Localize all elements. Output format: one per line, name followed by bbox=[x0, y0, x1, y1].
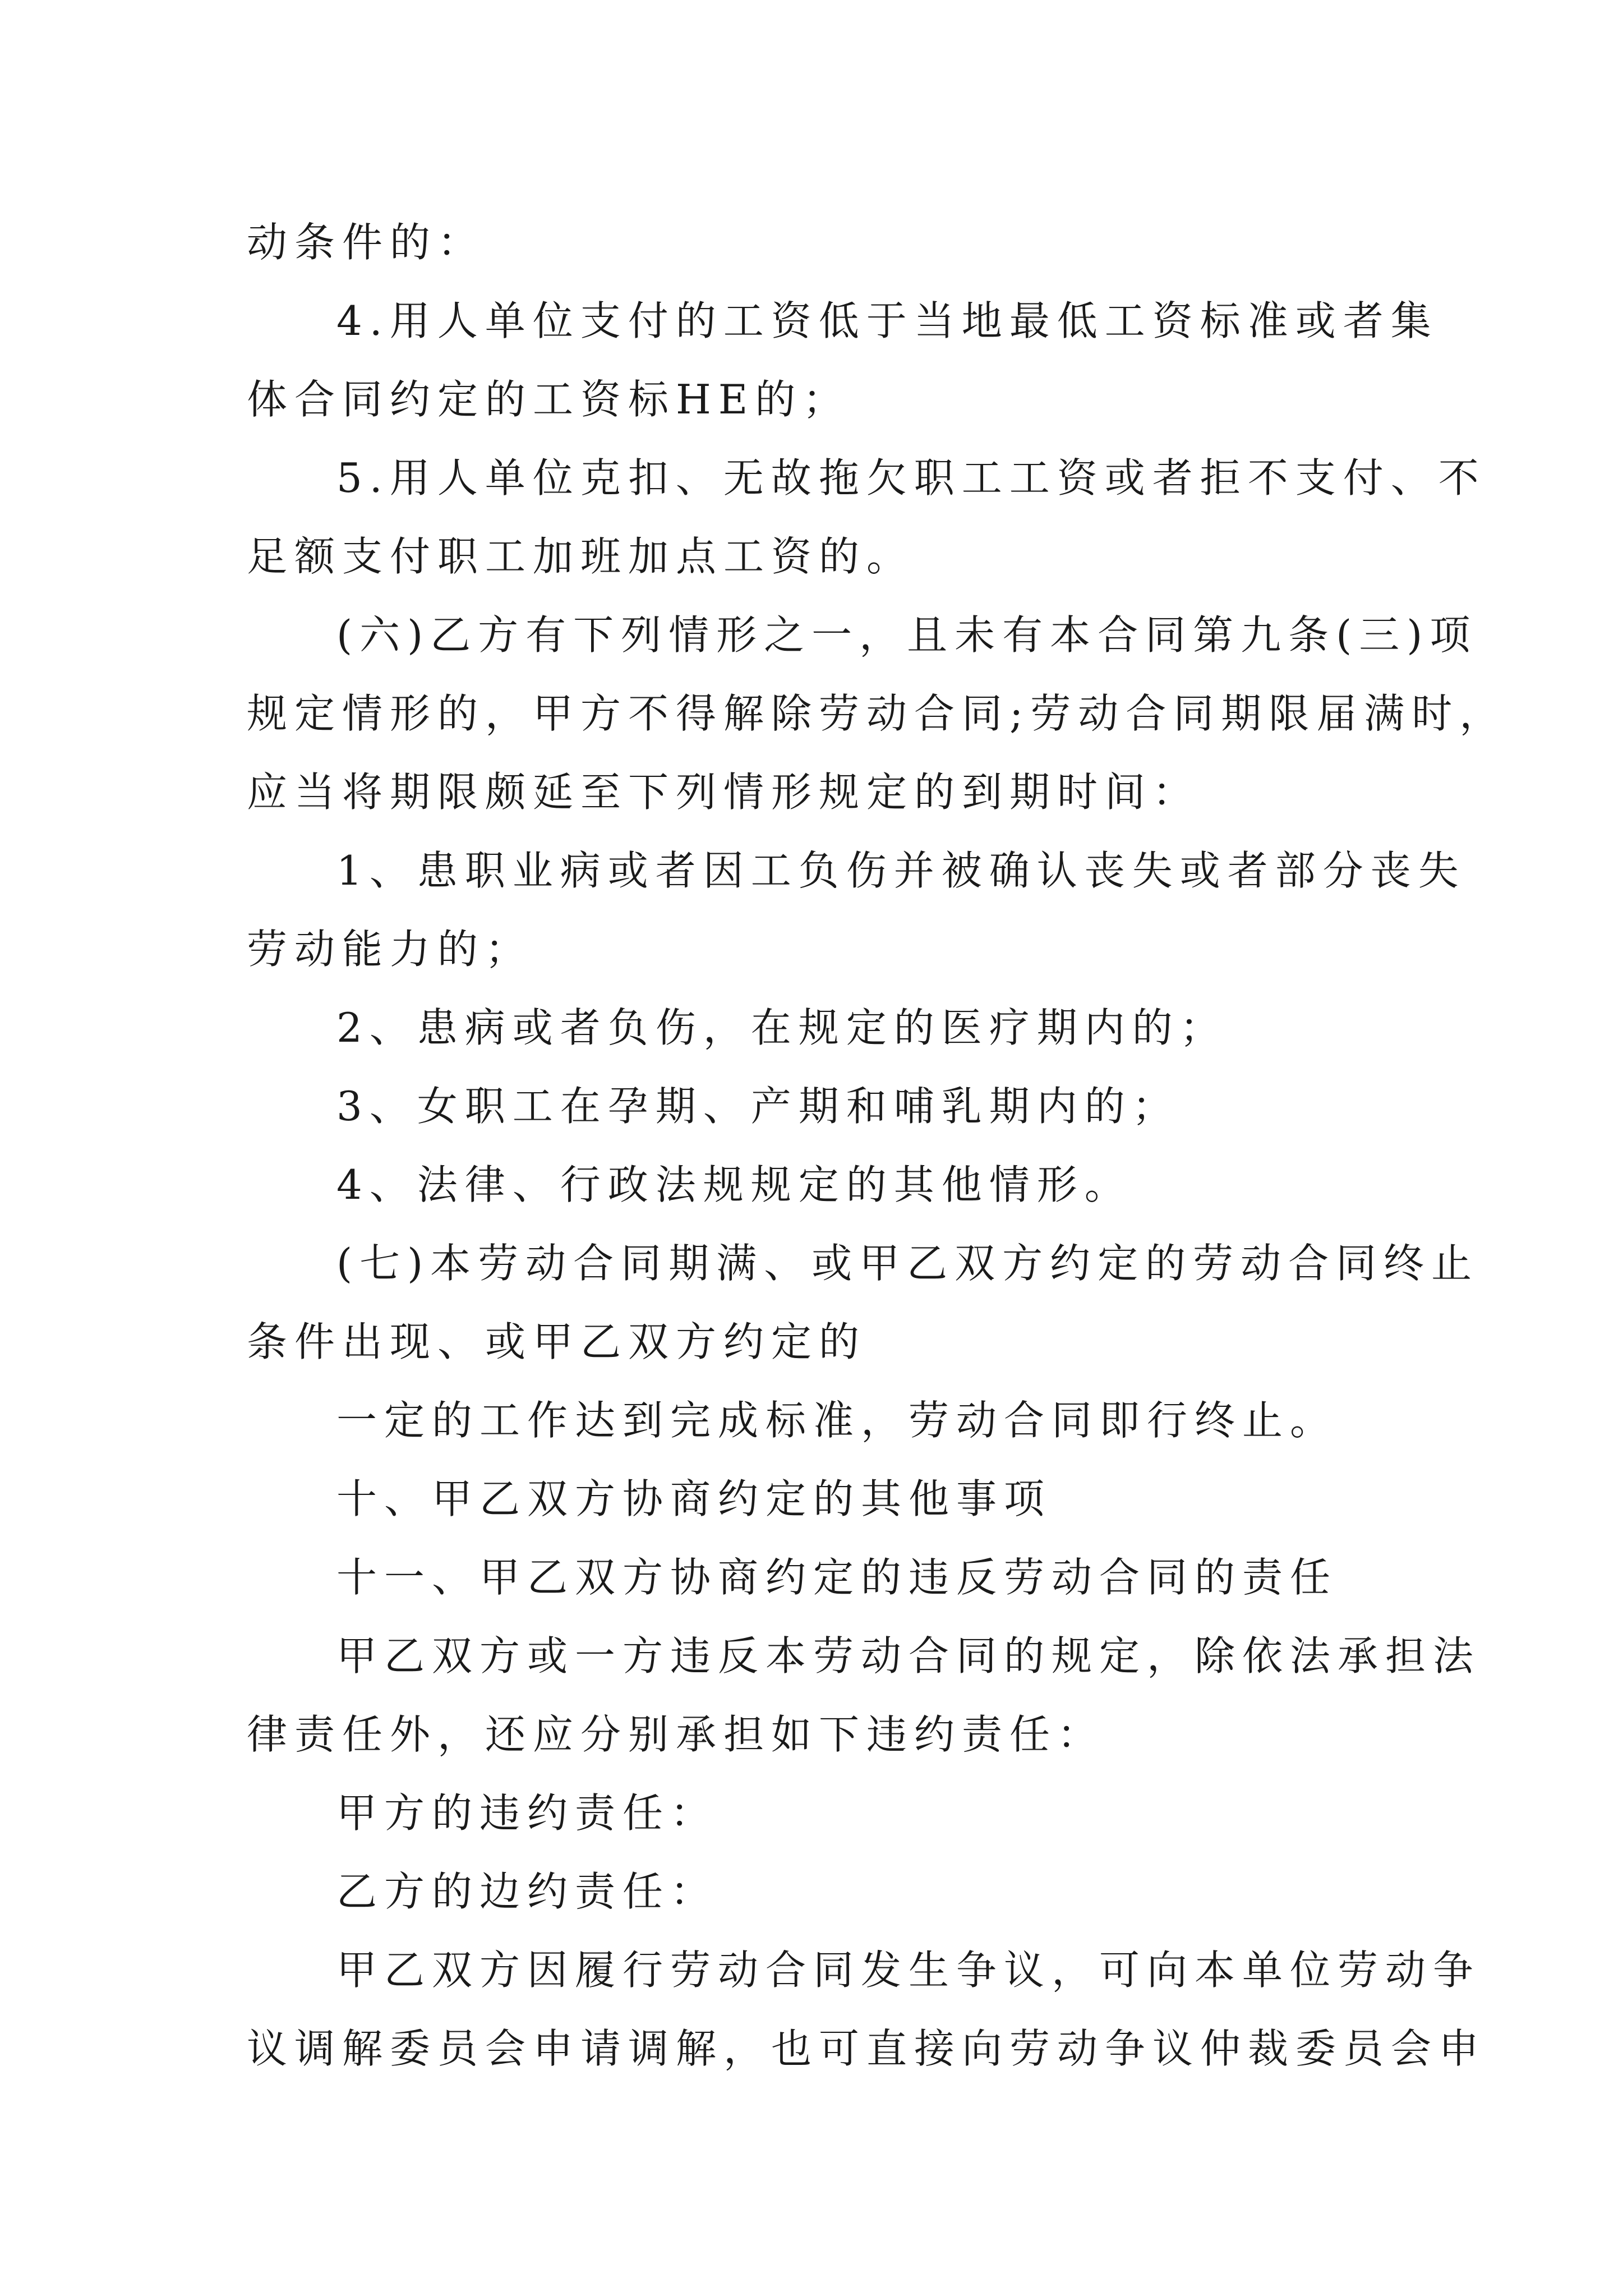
text-line-9: 1、患职业病或者因工负伤并被确认丧失或者部分丧失 bbox=[336, 847, 1466, 894]
text-line-4: 5.用人单位克扣、无故拖欠职工工资或者拒不支付、不 bbox=[336, 454, 1486, 501]
text-line-16: 一定的工作达到完成标准，劳动合同即行终止。 bbox=[336, 1397, 1338, 1444]
text-line-5: 足额支付职工加班加点工资的。 bbox=[247, 533, 915, 580]
text-line-12: 3、女职工在孕期、产期和哺乳期内的； bbox=[336, 1083, 1180, 1130]
text-line-1: 动条件的： bbox=[247, 219, 486, 266]
text-line-10: 劳动能力的； bbox=[247, 926, 533, 973]
text-line-14: (七)本劳动合同期满、或甲乙双方约定的劳动合同终止 bbox=[336, 1240, 1479, 1287]
text-line-18: 十一、甲乙双方协商约定的违反劳动合同的责任 bbox=[336, 1554, 1338, 1601]
text-line-23: 甲乙双方因履行劳动合同发生争议，可向本单位劳动争 bbox=[336, 1947, 1481, 1994]
text-line-21: 甲方的违约责任： bbox=[336, 1789, 718, 1837]
text-line-13: 4、法律、行政法规规定的其他情形。 bbox=[336, 1161, 1132, 1208]
text-line-2: 4.用人单位支付的工资低于当地最低工资标准或者集 bbox=[336, 297, 1438, 344]
text-line-20: 律责任外，还应分别承担如下违约责任： bbox=[247, 1711, 1105, 1758]
text-line-11: 2、患病或者负伤，在规定的医疗期内的； bbox=[336, 1004, 1228, 1051]
text-line-22: 乙方的边约责任： bbox=[336, 1868, 718, 1915]
text-line-3: 体合同约定的工资标HE的； bbox=[247, 376, 851, 423]
text-line-15: 条件出现、或甲乙双方约定的 bbox=[247, 1318, 867, 1365]
text-line-7: 规定情形的，甲方不得解除劳动合同;劳动合同期限届满时， bbox=[247, 690, 1507, 737]
text-line-8: 应当将期限颇延至下列情形规定的到期时间： bbox=[247, 769, 1201, 816]
text-line-19: 甲乙双方或一方违反本劳动合同的规定，除依法承担法 bbox=[336, 1632, 1481, 1680]
text-line-17: 十、甲乙双方协商约定的其他事项 bbox=[336, 1475, 1052, 1522]
text-line-6: (六)乙方有下列情形之一，且未有本合同第九条(三)项 bbox=[336, 611, 1478, 659]
text-line-24: 议调解委员会申请调解，也可直接向劳动争议仲裁委员会申 bbox=[247, 2025, 1487, 2072]
